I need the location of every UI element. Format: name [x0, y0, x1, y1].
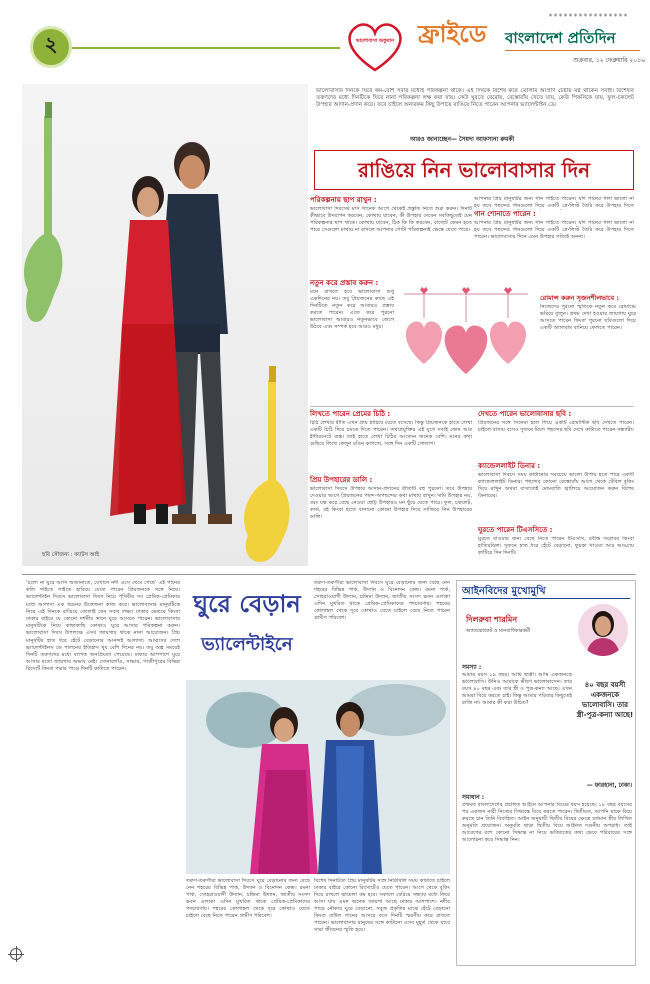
header-rule-left: [72, 47, 340, 49]
lead-intro: ভালোবাসার দিনকে ঘিরে কম-বেশি সবার মধ্যেই পরিকল্পনা থাকে। এই দিনকে বিশেষ করে তোলার আপ্রাণ চেষ্টায় মগ্ন থাকেন সবাই। বিশেষত তরুণদের মধ্যে দিনটিকে ঘিরে নানা পরিকল্পনা লক্ষ করা যায়। কেউ ঘুরতে বেরোয়, রেস্তোরাঁয় খেতে যায়, কেউ পিকনিকে যায়, ফুল-চকলেট উপহার আদান-প্রদান করে। তবে চাইলে অন্যরকম কিছু উপায়ে রাঙিয়ে নিতে পারেন আপনার ভ্যালেন্টাইন ডে।: [316, 88, 634, 109]
supplement-logo: [342, 18, 408, 74]
page-number: ২: [44, 32, 58, 56]
lead-photo: [22, 84, 308, 566]
section-head-propose: নতুন করে প্রস্তাব করুন :: [310, 279, 379, 287]
legal-title-rule: [462, 598, 630, 599]
expert-name: দিলরুবা শারমিন: [466, 615, 518, 624]
problem-text: আমার বয়স ১৯ বছর। আমি ছাত্রী। আমি একজনকে ভালোবাসি। উনিও আমাকে ভীষণ ভালোবাসেন। তার বয়স ৪০ বছর এবং তার স্ত্রী ও পুত্র-কন্যা আছে। এখন আমরা বিয়ে করতে চাই। কিন্তু আমার পরিবার কিছুতেই রাজি না। আমার কী করা উচিত?: [462, 672, 572, 706]
section-divider: [310, 406, 634, 407]
section-body-movie: প্রিয়জনের সঙ্গে সিনেমা হলে গিয়ে একটি রোমান্টিক ছবি দেখতে পারেন। চাইলে বাসায় বসেও দুজনে মিলে পছন্দের ছবি দেখে কাটাতে পারেন সন্ধ্যাটা।: [478, 420, 634, 433]
section-body-plan: ভালোবাসা দিবসের মাস খানেক আগে থেকেই প্রস্তুতি নিতে শুরু করুন। দিনটি কীভাবে উদযাপন করবেন, কোথায় যাবেন, কী উপহার দেবেন সবকিছুতেই যেন পরিকল্পনার ছাপ থাকে। কোথায় যাবেন, ঠিক কি কি করবেন, বাজেট কেমন হতে পারে সেগুলো মাথায় না রাখলে আপনার গোটা পরিকল্পনাই ভেস্তে যেতে পারে।: [310, 206, 472, 233]
problem-signature: — ফারহানা, ঢাকা।: [586, 782, 632, 789]
travel-body: ‘চলো না ঘুরে আসি অজানাতে, যেখানে নদী এসে থেমে গেছে’ এই গানের কলি গাইতে গাইতে হারিয়ে যেতে পারেন প্রিয়জনকে সঙ্গে নিয়ে। ভ্যালেন্টাইন দিবসে ভালোবাসা দিবস নিয়ে পৃথিবীর সব প্রেমিক-প্রেমিকার মধ্যে আলাদা এক ধরনের উত্তেজনা কাজ করে। ভালোবাসার মানুষটিকে নিয়ে এই দিনকে রাঙিয়ে তোলাই যেন সবার লক্ষ্য। ঢাকার ভেতরে কিংবা ঢাকার বাইরে যে কোনো দর্শনীয় স্থানে ঘুরে আসতে পারেন। ভালোবাসার মানুষটিকে নিয়ে কাছাকাছি কোথাও ঘুরে আসার পরিকল্পনা করুন। ভালোবাসা দিবস উপলক্ষে এসব জায়গায় থাকে নানা আয়োজন। প্রিয় মানুষটির হাত ধরে হেঁটে বেড়ানোর আনন্দই আলাদা। আমাদের দেশে ভ্যালেন্টাইনস ডে পালনের ইতিহাস খুব বেশি দিনের নয়। তবু অল্প সময়েই দিনটি তরুণদের মধ্যে ব্যাপক জনপ্রিয়তা পেয়েছে। ঢাকার আশপাশে ঘুরে আসার মতো জায়গার অভাব নেই। সোনারগাঁও, সাভার, গাজীপুরের বিভিন্ন রিসোর্ট কিংবা পদ্মার পাড়ে দিনটি কাটাতে পারেন।: [26, 580, 180, 673]
hanging-hearts-icon: [396, 282, 536, 402]
page-header: [0, 0, 650, 80]
problem-label: সমস্যা :: [462, 664, 482, 671]
travel-body-middle3: বিশেষ দিনটিতে প্রিয় মানুষটির সঙ্গে নিরিবিলি সময় কাটাতে চাইলে ঢাকার বাইরে কোনো রিসোর্টেও যেতে পারেন। আগে থেকে বুকিং দিয়ে রাখলে ঝামেলা কম হবে। সকালে বেরিয়ে সন্ধ্যার মধ্যে ফিরে আসা যায় এমন অনেক জায়গা আছে ঢাকার আশপাশে। নদীর পাড়ে নৌকায় ঘুরে বেড়ানো, সবুজ প্রকৃতির মাঝে হেঁটে বেড়ানো কিংবা বাউল গানের আসরে বসে দিনটি স্মরণীয় করে রাখতে পারেন। ভালোবাসার মানুষের সঙ্গে কাটানো এসব মুহূর্ত থেকে যাবে সারা জীবনের স্মৃতি হয়ে।: [314, 878, 450, 933]
legal-title: আইনবিদের মুখোমুখি: [462, 586, 546, 597]
travel-title-line2: ভ্যালেন্টাইনে: [201, 634, 293, 655]
photo-credit: ছবি সৌজন্য : ক্যাটস আই: [42, 552, 99, 558]
issue-date: শুক্রবার, ১২ ফেব্রুয়ারি ২০১৬: [573, 57, 645, 64]
travel-title-line1: ঘুরে বেড়ান: [193, 590, 301, 618]
lead-byline: আরও জানাচ্ছেন— সৈয়দা আফসানা রুমকী: [410, 136, 515, 143]
callout-text: ৪০ বছর বয়সী একজনকে ভালোবাসি। তার স্ত্রী-পুত্র-কন্যা আছে!: [576, 681, 634, 719]
registration-mark-icon: [10, 948, 22, 960]
solution-text: প্রথমত বাংলাদেশের প্রচলিত আইনে আপনার বিয়ের বয়স হয়েছে। ১৮ বছর বয়সের পর একজন নারী নিজের সিদ্ধান্তে বিয়ে করতে পারেন। দ্বিতীয়ত, আপনি যাকে বিয়ে করতে চান তিনি বিবাহিত। আইন অনুযায়ী দ্বিতীয় বিয়ের ক্ষেত্রে বর্তমান স্ত্রীর লিখিত অনুমতি প্রয়োজন। অনুমতি ছাড়া দ্বিতীয় বিয়ে আইনত দণ্ডনীয় অপরাধ। তাই আবেগের বশে কোনো সিদ্ধান্ত না নিয়ে ভবিষ্যতের কথা ভেবে পরিবারের সঙ্গে আলোচনা করে সিদ্ধান্ত নিন।: [462, 802, 632, 843]
section-body-song: আপনার প্রিয় মানুষটির জন্য গান গাইতে পারেন। যদি গানের গলা ভালো না হয় তবে পছন্দের গানগুলো দিয়ে একটি প্লে-লিস্ট তৈরি করে উপহার দিতে পারেন। ভালোবাসার দিনে এমন উপহার সত্যিই অনন্য।: [474, 220, 634, 240]
section-head-dinner: ক্যান্ডেললাইট ডিনার :: [478, 462, 541, 470]
section-head-tsc: ঘুরতে পারেন টিএসসিতে :: [478, 526, 553, 534]
section-head-plan: পরিকল্পনায় ছাপ রাখুন :: [310, 196, 377, 204]
travel-couple-photo: [186, 680, 450, 874]
section-body-propose: মনে রাখতে হবে ভালোবাসা শুধু একদিনের নয়। তবু প্রিয়জনের কাছে এই দিনটিতে নতুন করে আবারও প্রস্তাব করতে পারেন। এতে করে পুরনো ভালোবাসা আবারও নতুনভাবে জেগে উঠবে এবং সম্পর্ক হবে আরও মধুর।: [310, 289, 394, 330]
travel-body-middle4: তরুণ-তরুণীরা ভালোবাসা দিবসে ঘুরে বেড়ানোর জন্য বেছে নেন শহরের বিভিন্ন পার্ক, উদ্যান ও বিনোদন কেন্দ্র। রমনা পার্ক, সোহরাওয়ার্দী উদ্যান, চন্দ্রিমা উদ্যান, জাতীয় সংসদ ভবন এলাকা এদিন মুখরিত থাকে প্রেমিক-প্রেমিকাদের পদচারণায়। শহরের কোলাহল থেকে দূরে কোথাও যেতে চাইলে বেছে নিতে পারেন গ্রামীণ পরিবেশ।: [186, 878, 310, 919]
section-head-letter: লিখতে পারেন প্রেমের চিঠি :: [310, 410, 391, 418]
section-body-gift: ভালোবাসা দিবসে উপহার আদান-প্রদানের রীতিটি বহু পুরনো। তবে উপহার দেওয়ার আগে প্রিয়জনের পছন্দ-অপছন্দের কথা মাথায় রাখুন। দামি উপহার নয়, বরং যত্ন করে বেছে নেওয়া ছোট্ট উপহারও মন ছুঁয়ে যেতে পারে। ফুল, চকলেট, কার্ড, বই কিংবা হাতে বানানো কোনো উপহার দিয়ে সাজিয়ে নিন উপহারের ডালি।: [310, 486, 472, 520]
expert-avatar: [578, 604, 628, 656]
header-rule-right: [505, 50, 640, 51]
section-head-movie: দেখতে পারেন ভালোবাসার ছবি :: [478, 410, 572, 418]
section-body-letter: চিঠি লেখার রীতি এখন প্রায় হারিয়ে যেতে বসেছে। কিন্তু প্রিয়জনকে হাতে লেখা একটি চিঠি দিয়ে চমকে দিতে পারেন। তথ্যপ্রযুক্তির এই যুগে সবাই ফোন আর ইন্টারনেটে ব্যস্ত। তাই হাতে লেখা চিঠির আবেদন অনেক বেশি। মনের কথা গুছিয়ে লিখে ফেলুন রঙিন কাগজে, সঙ্গে দিন একটি গোলাপ।: [310, 420, 472, 447]
section-body-romance: নিজেদের পুরনো স্মৃতিকে নতুন করে রোমাঞ্চে ভরিয়ে তুলুন। প্রথম দেখা হওয়ার জায়গায় ঘুরে আসতে পারেন কিংবা পুরনো ছবিগুলো দিয়ে একটি অ্যালবাম বানিয়ে ফেলতে পারেন।: [540, 304, 636, 331]
section-body-tsc: ঘুরতে যাওয়ার জন্য বেছে নিতে পারেন টিএসসি, রবীন্দ্র সরোবর কিংবা হাতিরঝিল। দুজনে হাত ধরে হেঁটে বেড়ানো, ফুচকা খাওয়া আর আড্ডায় কাটিয়ে দিন দিনটি।: [478, 536, 634, 556]
section-body-dinner: ভালোবাসা দিবসে সময় কাটানোর সবচেয়ে ভালো উপায় হতে পারে একটি ক্যান্ডেললাইট ডিনার। পছন্দের কোনো রেস্তোরাঁয় আগে থেকে টেবিল বুকিং দিয়ে রাখুন অথবা বাসাতেই মোমবাতি জ্বালিয়ে আয়োজন করুন বিশেষ ডিনারের।: [478, 472, 634, 499]
heart-logo-icon: [342, 18, 408, 74]
couple-photo-illustration: [22, 84, 308, 566]
section-head-romance: রোমান্স করুন সৃজনশীলভাবে :: [540, 294, 620, 302]
section-body-song-intro: [474, 196, 634, 210]
supplement-name: ফ্রাইডে: [418, 20, 487, 48]
section-head-song: গান শোনাতে পারেন :: [474, 210, 536, 218]
registration-mark-cross-v: [16, 946, 17, 962]
paper-name: বাংলাদেশ প্রতিদিন: [505, 29, 616, 47]
supplement-logo-text: ভালোবাসা অফুরান: [355, 38, 395, 44]
hearts-decoration: [396, 282, 536, 402]
solution-label: সমাধান :: [462, 794, 485, 801]
page-divider: [22, 574, 636, 575]
couple-outdoor-illustration: [186, 680, 450, 874]
expert-role: অ্যাডভোকেট ও মানবাধিকারকর্মী: [466, 628, 531, 634]
section-head-gift: প্রিয় উপহারের ডালি :: [310, 476, 373, 484]
dots-decoration: [548, 12, 628, 18]
headline: রাঙিয়ে নিন ভালোবাসার দিন: [357, 158, 591, 182]
travel-body-middle1: তরুণ-তরুণীরা ভালোবাসা দিবসে ঘুরে বেড়ানোর জন্য বেছে নেন শহরের বিভিন্ন পার্ক, উদ্যান ও বিনোদন কেন্দ্র। রমনা পার্ক, সোহরাওয়ার্দী উদ্যান, চন্দ্রিমা উদ্যান, জাতীয় সংসদ ভবন এলাকা এদিন মুখরিত থাকে প্রেমিক-প্রেমিকাদের পদচারণায়। শহরের কোলাহল থেকে দূরে কোথাও যেতে চাইলে বেছে নিতে পারেন গ্রামীণ পরিবেশ।: [314, 580, 450, 621]
song-intro-text: আপনার প্রিয় মানুষটির জন্য গান গাইতে পারেন। যদি গানের গলা ভালো না হয় তবে পছন্দের গানগুলো দিয়ে একটি প্লে-লিস্ট তৈরি করে উপহার দিতে: [474, 196, 634, 209]
expert-portrait-icon: [578, 604, 628, 656]
